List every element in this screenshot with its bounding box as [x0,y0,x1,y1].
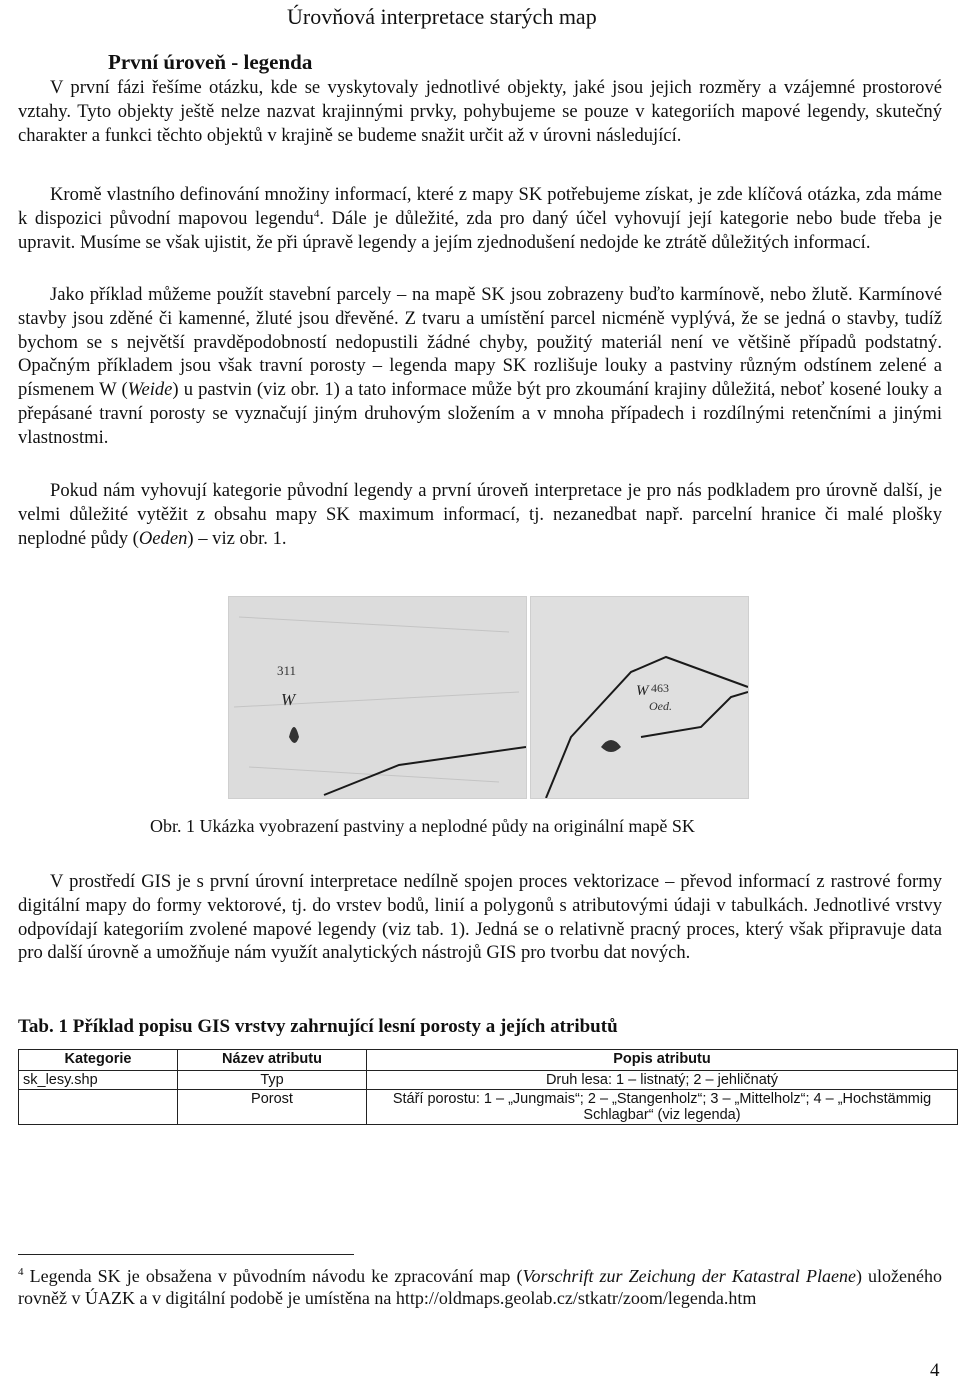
paragraph-2 [18,183,942,254]
paragraph-5 [18,870,942,965]
paragraph-3 [18,283,942,450]
map-label-parcel: 311 [277,663,297,678]
footnote-ref: 4 [313,207,320,220]
table-cell [19,1090,178,1125]
paragraph-3-text-b: ) u pastvin (viz obr. 1) a tato informace může být pro zkoumání krajiny důležitá, neboť kosené louky a přepásané travní porosty se vyznačují jiným druhovým složením a v mnoha případech i rozdílnými retenčními a jinými vlastnostmi. [18,379,942,448]
map-label-parcel-right: 463 [651,681,669,695]
table-header-category: Kategorie [19,1050,178,1071]
footnote-text-a: Legenda SK je obsažena v původním návodu ke zpracování map ( [23,1266,523,1286]
paragraph-1-text: V první fázi řešíme otázku, kde se vyskytovaly jednotlivé objekty, jaké jsou jejich rozměry a vzájemné prostorové vztahy. Tyto objekty ještě nelze nazvat krajinnými prvky, pohybujeme se pouze v kategoriích mapové legendy, skutečný charakter a funkci těchto objektů v krajině se budeme snažit určit až v úrovni následující. [18,77,942,146]
figure-caption: Obr. 1 Ukázka vyobrazení pastviny a neplodné půdy na originální mapě SK [150,816,695,836]
map-excerpt-pasture [228,596,527,799]
table-cell: Stáří porostu: 1 – „Jungmais“; 2 – „Stangenholz“; 3 – „Mittelholz“; 4 – „Hochstämmig Schlagbar“ (viz legenda) [367,1090,958,1125]
table-row [19,1090,958,1125]
paragraph-4-text-b: ) – viz obr. 1. [187,527,287,549]
map-excerpt-oeden [530,596,749,799]
footnote [18,1265,942,1309]
map-excerpt-pasture-drawing [229,597,526,798]
table-header-attribute-description: Popis atributu [367,1050,958,1071]
map-label-oeden: Oed. [649,699,672,713]
paragraph-4 [18,479,942,550]
table-cell: Druh lesa: 1 – listnatý; 2 – jehličnatý [367,1071,958,1090]
paragraph-2-text-a: Kromě vlastního definování množiny informací, které z mapy SK potřebujeme získat, je zde klíčová otázka, zda máme k dispozici původní mapovou legendu [18,184,942,229]
map-excerpt-oeden-drawing [531,597,748,798]
table-row [19,1071,958,1090]
footnote-number: 4 [18,1266,24,1278]
table-cell: sk_lesy.shp [19,1071,178,1090]
section-title: První úroveň - legenda [108,50,313,74]
footnote-separator [18,1254,354,1255]
table-title: Tab. 1 Příklad popisu GIS vrstvy zahrnující lesní porosty a jejích atributů [18,1016,618,1037]
table-header-row [19,1050,958,1071]
paragraph-4-italic: Oeden [138,527,188,549]
paragraph-3-text-a: Jako příklad můžeme použít stavební parcely – na mapě SK jsou zobrazeny buďto karmínově, nebo žlutě. Karmínové stavby jsou zděné či kamenné, žluté jsou dřevěné. Z tvaru a umístění parcel nicméně vyplývá, že se jedná o stavby, tudíž bychom se s největší pravděpodobností nedopustili žádné chyby, použitý materiál není ve většině případů podstatný. Opačným příkladem jsou však travní porosty – legenda mapy SK rozlišuje louky a pastviny různým odstínem zelené a písmenem W ( [18,284,942,401]
paragraph-5-text: V prostředí GIS je s první úrovní interpretace nedílně spojen proces vektorizace – převod informací z rastrové formy digitální mapy do formy vektorové, tj. do vrstev bodů, linií a polygonů s atributovými údaji v tabulkách. Jednotlivé vrstvy odpovídají kategoriím zvolené mapové legendy (viz tab. 1). Jedná se o relativně pracný proces, který však připravuje data pro další úrovně a umožňuje nám využít analytických nástrojů GIS pro tvorbu dat nových. [18,871,942,964]
map-label-weide: W [281,690,296,709]
paragraph-2-text-b: . Dále je důležité, zda pro daný účel vyhovují její kategorie nebo bude třeba je upravit. Musíme se však ujistit, že při úpravě legendy a jejím zjednodušení nedojde ke ztrátě důležitých informací. [18,207,942,253]
paragraph-1 [18,76,942,147]
table-header-attribute-name: Název atributu [178,1050,367,1071]
paragraph-3-italic: Weide [127,379,173,401]
table-cell: Porost [178,1090,367,1125]
page-header-title: Úrovňová interpretace starých map [287,4,597,29]
footnote-text-b[interactable]: ) uloženého rovněž v ÚAZK a v digitální podobě je umístěna na http://oldmaps.geolab.cz/stkatr/zoom/legenda.htm [18,1266,942,1308]
table-cell: Typ [178,1071,367,1090]
attribute-table [18,1049,958,1125]
footnote-italic: Vorschrift zur Zeichung der Katastral Plaene [522,1266,856,1286]
map-label-weide-right: W [636,683,649,699]
page-number: 4 [930,1360,940,1381]
paragraph-4-text-a: Pokud nám vyhovují kategorie původní legendy a první úroveň interpretace je pro nás podkladem pro úrovně další, je velmi důležité vytěžit z obsahu mapy SK maximum informací, tj. nezanedbat např. parcelní hranice či malé plošky neplodné půdy ( [18,480,942,549]
